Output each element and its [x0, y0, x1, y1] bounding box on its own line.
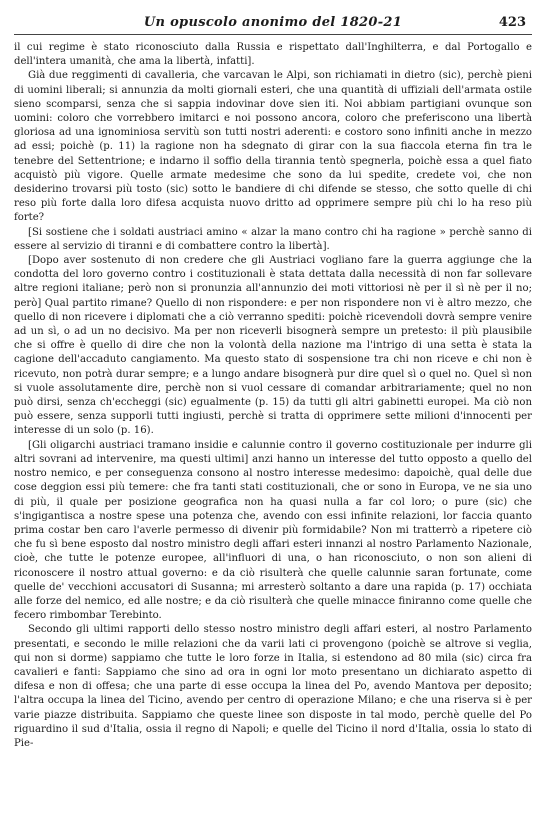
paragraph-military-reports: Secondo gli ultimi rapporti dello stesso nostro ministro degli affari esteri, al nostro Parlamento presentati, e secondo le mille relazioni che da varii lati ci provengono (poichè se altrove si veglia, qui non si dorme) sappiamo che tutte le loro forze in Italia, si estendono ad 80 mila (sic) circa fra cavalieri e fanti: Sappiamo che sino ad ora in ogni lor moto presentano un dichiarato aspetto di difesa e non di offesa; che una parte di esse occupa la linea del Po, avendo Mantova per deposito; l'altra occupa la linea del Ticino, avendo per centro di operazione Milano; e che una riserva si è per varie piazze distribuita. Sappiamo che queste linee son disposte in tal modo, perchè quelle del Po riguardino il sud d'Italia, ossia il regno di Napoli; e quelle del Ticino il nord d'Italia, ossia lo stato di Pie-	[14, 624, 532, 749]
page-number: 423	[498, 15, 526, 30]
book-page	[14, 14, 532, 822]
running-title: Un opuscolo anonimo del 1820-21	[143, 15, 403, 30]
paragraph-austrian-soldiers: [Si sostiene che i soldati austriaci amino « alzar la mano contro chi ha ragione » perchè sanno di essere al servizio di tiranni e di combattere contro la libertà].	[14, 226, 532, 252]
paragraph-continuation: il cui regime è stato riconosciuto dalla Russia e rispettato dall'Inghilterra, e dal Portogallo e dell'intera umanità, che ama la libertà, infatti].	[14, 42, 532, 68]
body-text	[14, 41, 532, 751]
running-header	[14, 14, 532, 35]
paragraph-oligarchs: [Gli oligarchi austriaci tramano insidie e calunnie contro il governo costituzionale per indurre gli altri sovrani ad intervenire, ma questi ultimi] anzi hanno un interesse del tutto opposto a quello del nostro nemico, e per conseguenza consono al nostro interesse medesimo: dapoichè, qual delle due cose deggion essi più temere: che fra tanti stati costituzionali, che or sono in Europa, ve ne sia uno di più, il quale per posizione geografica non ha quasi nulla a far col loro; o pure (sic) che s'ingigantisca a nostre spese una potenza che, avendo con essi infinite relazioni, lor faccia quanto prima costar ben caro l'averle permesso di divenir più formidabile? Non mi tratterrò a ripetere ciò che fu sì bene esposto dal nostro ministro degli affari esteri innanzi al nostro Parlamento Nazionale, cioè, che tutte le potenze europee, all'influori di una, o han riconosciuto, o non son alieni di riconoscere il nostro attual governo: e da ciò risulterà che quelle calunnie saran fortunate, come quelle de' vecchioni accusatori di Susanna; mi arresterò soltanto a dare una rapida (p. 17) occhiata alle forze del nemico, ed alle nostre; e da ciò risulterà che quelle minacce finiranno come quelle che fecero rimbombar Terebinto.	[14, 439, 532, 622]
paragraph-cavalry-regiments: Già due reggimenti di cavalleria, che varcavan le Alpi, son richiamati in dietro (sic), perchè pieni di uomini liberali; si annunzia da molti giornali esteri, che una quantità di uffiziali dell'armata ostile sieno scomparsi, senza che si sappia indovinar dove sien iti. Noi abbiam partigiani ovunque son uomini: coloro che vorrebbero imitarci e noi possono ancora, coloro che preferiscono una libertà gloriosa ad una ignominiosa servitù son tutti nostri aderenti: e costoro sono infiniti anche in mezzo ad essi; poichè (p. 11) la ragione non ha sdegnato di girar con la sua fiaccola eterna fin tra le tenebre del Settentrione; e indarno il soffio della tirannia tentò spegnerla, poichè essa a quel fiato acquistò più vigore. Quelle armate medesime che sono da lui spedite, credete voi, che non desiderino trovarsi più tosto (sic) sotto le bandiere di chi difende se stesso, che sotto quelle di chi reso più forte dalla loro difesa acquista nuovo dritto ad opprimere sempre più chi lo ha reso più forte?	[14, 70, 532, 224]
paragraph-austrian-policy: [Dopo aver sostenuto di non credere che gli Austriaci vogliano fare la guerra aggiunge che la condotta del loro governo contro i costituzionali è stata dettata dalla necessità di non far sollevare altre regioni italiane; però non si pronunzia all'annunzio dei moti vittoriosi nè per il sì nè per il no; però] Qual partito rimane? Quello di non rispondere: e per non rispondere non vi è altro mezzo, che quello di non ricevere i diplomati che a ciò verranno spediti: poichè ricevendoli dovrà sempre venire ad un sì, o ad un no decisivo. Ma per non riceverli bisognerà sempre un pretesto: il più plausibile che si offre è quello di dire che non la volontà della nazione ma l'intrigo di una setta è stata la cagione dell'accaduto cangiamento. Ma questo stato di sospensione tra chi non riceve e chi non è ricevuto, non potrà durar sempre; e a lungo andare bisognerà pur dire quel sì o quel no. Quel sì non si vuole assolutamente dire, perchè non si vuol cessare di comandar arbitrariamente; quel no non può dirsi, senza ch'eccheggi (sic) egualmente (p. 15) da tutti gli altri gabinetti europei. Ma ciò non può essere, senza supporli tutti ingiusti, perchè si tratta di opprimere sette milioni d'innocenti per interesse di un solo (p. 16).	[14, 255, 532, 437]
